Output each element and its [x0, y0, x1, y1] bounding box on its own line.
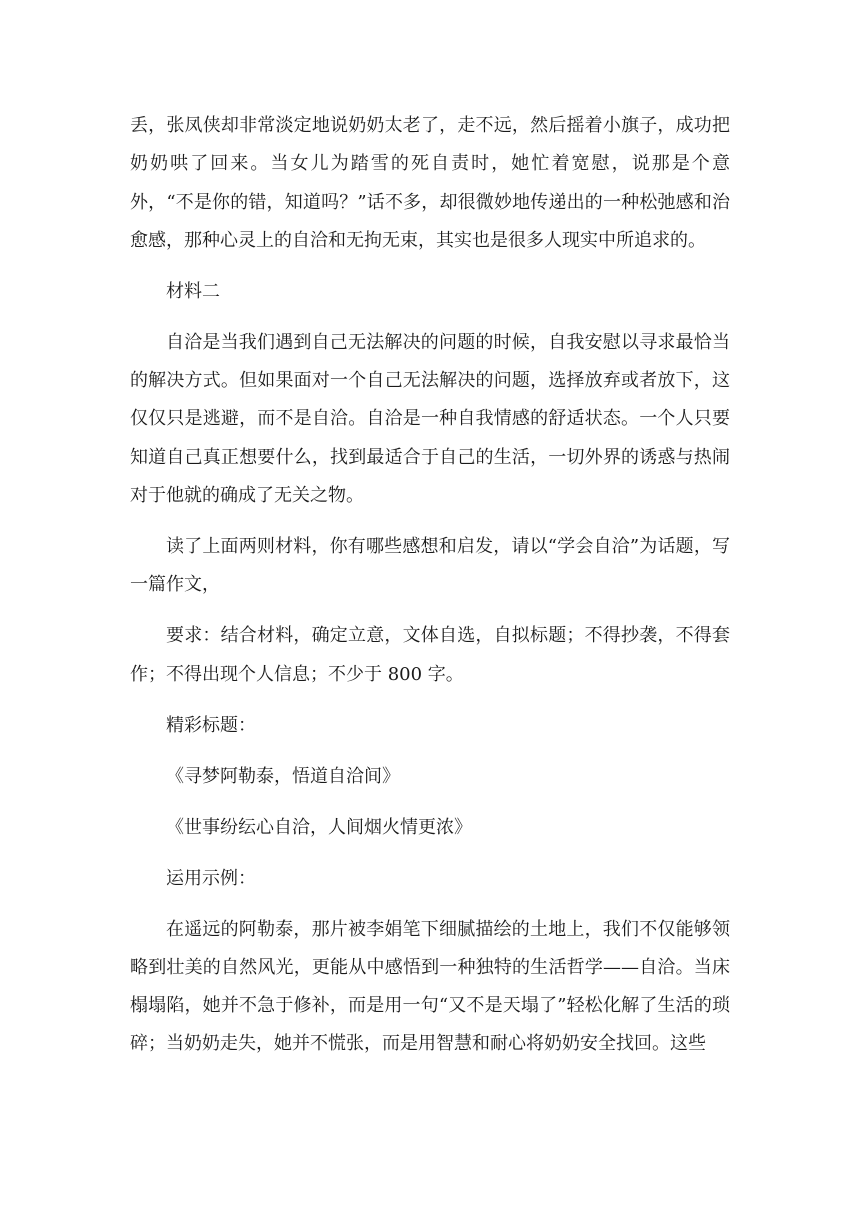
material-two-text: 自洽是当我们遇到自己无法解决的问题的时候，自我安慰以寻求最恰当的解决方式。但如果面对一个自己无法解决的问题，选择放弃或者放下，这仅仅只是逃避，而不是自洽。自洽是一种自我情感的舒适状态。一个人只要知道自己真正想要什么，找到最适合于自己的生活，一切外界的诱惑与热闹对于他就的确成了无关之物。 [130, 331, 730, 507]
title-example-1: 《寻梦阿勒泰，悟道自洽间》 [166, 765, 400, 787]
titles-heading: 精彩标题： [166, 714, 256, 736]
prompt-text: 读了上面两则材料，你有哪些感想和启发，请以“学会自洽”为话题，写一篇作文， [130, 536, 730, 596]
usage-heading: 运用示例： [166, 867, 256, 889]
document-body [130, 107, 730, 1076]
paragraph-continuation: 丢，张凤侠却非常淡定地说奶奶太老了，走不远，然后摇着小旗子，成功把奶奶哄了回来。当女儿为踏雪的死自责时，她忙着宽慰，说那是个意外，“不是你的错，知道吗？”话不多，却很微妙地传递出的一种松弛感和治愈感，那种心灵上的自洽和无拘无束，其实也是很多人现实中所追求的。 [130, 115, 730, 251]
usage-example-text: 在遥远的阿勒泰，那片被李娟笔下细腻描绘的土地上，我们不仅能够领略到壮美的自然风光，更能从中感悟到一种独特的生活哲学——自洽。当床榻塌陷，她并不急于修补，而是用一句“又不是天塌了”轻松化解了生活的琐碎；当奶奶走失，她并不慌张，而是用智慧和耐心将奶奶安全找回。这些 [130, 918, 730, 1055]
requirements-text: 要求：结合材料，确定立意，文体自选，自拟标题；不得抄袭，不得套作；不得出现个人信息；不少于 800 字。 [130, 625, 730, 685]
material-two-heading: 材料二 [166, 280, 220, 302]
title-example-2: 《世事纷纭心自洽，人间烟火情更浓》 [166, 816, 472, 838]
